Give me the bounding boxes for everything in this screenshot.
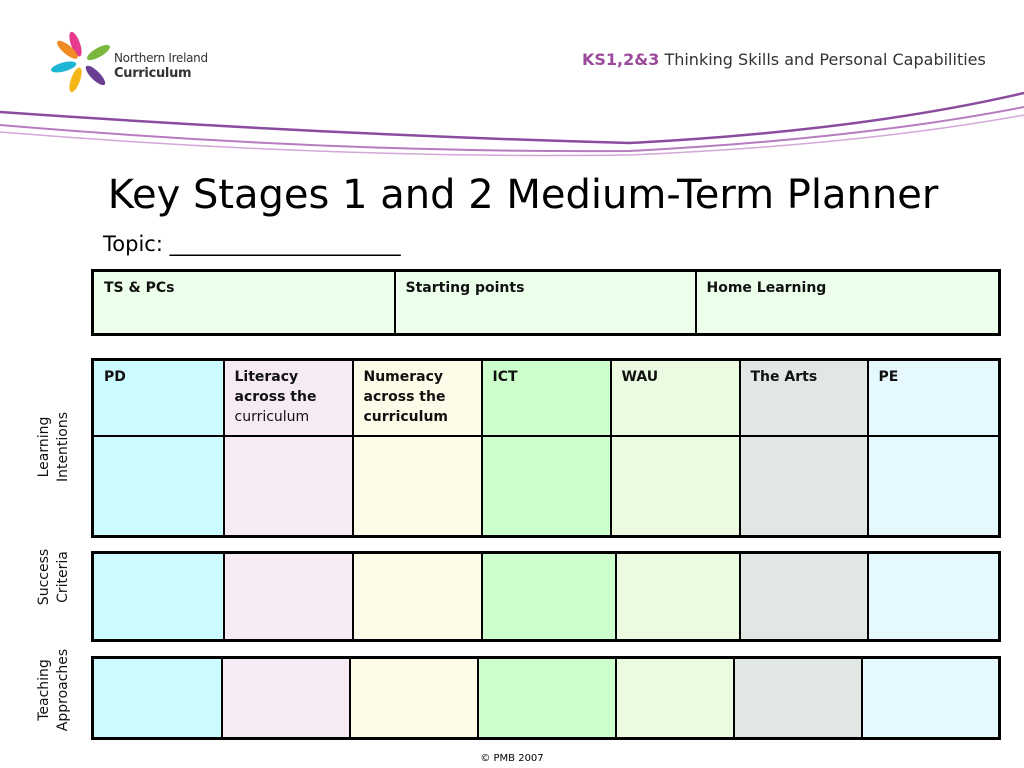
subject-header-numeracy: Numeracy across the curriculum: [353, 360, 482, 436]
teaching-approaches-table: [91, 656, 1001, 740]
subject-header-literacy: [224, 360, 353, 436]
subject-header-pd: PD: [93, 360, 224, 436]
header-title: [582, 50, 986, 69]
starting-points-cell: Starting points: [395, 271, 696, 335]
side-label-success-criteria: [35, 537, 75, 617]
teaching-cell-literacy: [222, 658, 350, 739]
learning-intentions-table: [91, 358, 1001, 538]
teaching-cell-arts: [734, 658, 862, 739]
side-label-teaching-line1: Teaching: [36, 659, 52, 721]
teaching-cell-wau: [616, 658, 734, 739]
subject-header-pe: PE: [868, 360, 1000, 436]
side-label-learning-line1: Learning: [36, 416, 52, 478]
header-title-ks: KS1,2&3: [582, 50, 660, 69]
learning-cell-numeracy: [353, 436, 482, 537]
success-cell-wau: [616, 553, 740, 641]
page-title: Key Stages 1 and 2 Medium-Term Planner: [107, 172, 939, 218]
success-cell-pd: [93, 553, 224, 641]
logo-line-2: Curriculum: [114, 66, 192, 81]
teaching-cell-pd: [93, 658, 222, 739]
side-label-teaching-approaches: [35, 635, 75, 745]
success-cell-numeracy: [353, 553, 482, 641]
side-label-learning-line2: Intentions: [55, 411, 71, 483]
teaching-cell-pe: [862, 658, 1000, 739]
success-criteria-table: [91, 551, 1001, 642]
learning-cell-pe: [868, 436, 1000, 537]
overview-table: [91, 269, 1001, 336]
side-label-learning-intentions: [35, 397, 75, 497]
logo-line-1: Northern Ireland: [114, 51, 208, 65]
subject-header-ict: ICT: [482, 360, 611, 436]
success-cell-literacy: [224, 553, 353, 641]
success-cell-pe: [868, 553, 1000, 641]
success-cell-arts: [740, 553, 868, 641]
side-label-success-line2: Criteria: [55, 551, 71, 603]
side-label-success-line1: Success: [36, 548, 52, 606]
learning-cell-pd: [93, 436, 224, 537]
footer-copyright: © PMB 2007: [480, 753, 544, 764]
header-swoosh-decoration: [0, 85, 1024, 165]
literacy-normal-text: curriculum: [234, 409, 310, 425]
home-learning-cell: Home Learning: [696, 271, 1000, 335]
teaching-cell-ict: [478, 658, 616, 739]
learning-cell-arts: [740, 436, 868, 537]
logo-text: [114, 51, 208, 81]
literacy-bold-text: Literacy across the: [234, 369, 317, 405]
side-label-teaching-line2: Approaches: [55, 648, 71, 732]
teaching-cell-numeracy: [350, 658, 478, 739]
learning-cell-ict: [482, 436, 611, 537]
success-cell-ict: [482, 553, 616, 641]
subject-header-arts: The Arts: [740, 360, 868, 436]
topic-field: Topic: ______________________: [103, 232, 401, 256]
ts-pcs-cell: TS & PCs: [93, 271, 395, 335]
learning-cell-wau: [611, 436, 740, 537]
header-title-rest: Thinking Skills and Personal Capabilities: [659, 50, 986, 69]
learning-cell-literacy: [224, 436, 353, 537]
subject-header-wau: WAU: [611, 360, 740, 436]
